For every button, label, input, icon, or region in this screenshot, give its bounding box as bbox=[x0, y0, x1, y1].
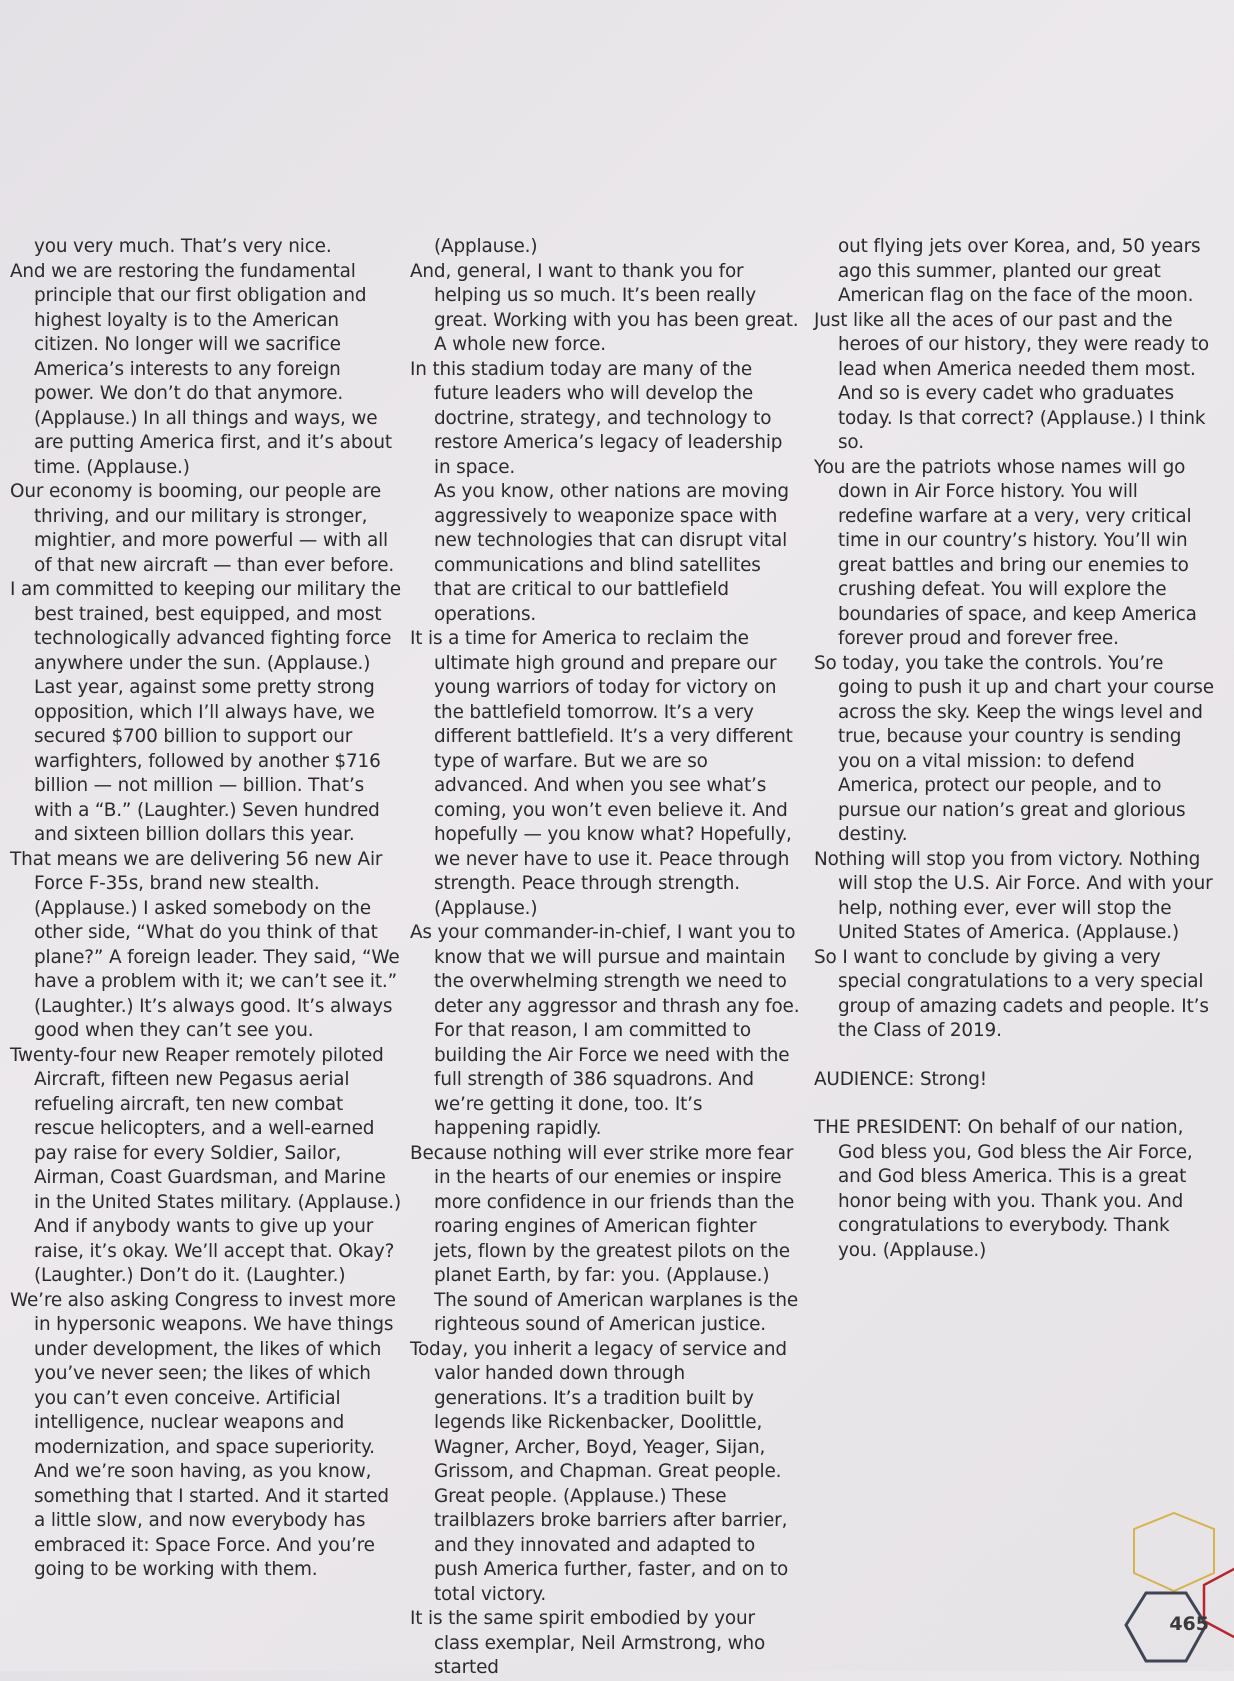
paragraph: That means we are delivering 56 new Air Force F-35s, brand new stealth. (Applause.) I asked somebody on the other side, “What do you think of that plane?” A foreign leader. They said, “We have a problem with it; we can’t see it.” (Laughter.) It’s always good. It’s always good when they can’t see you. bbox=[10, 848, 400, 1041]
paragraph: And we are restoring the fundamental principle that our first obligation and highest loyalty is to the American citizen. No longer will we sacrifice America’s interests to any foreign power. We don’t do that anymore. (Applause.) In all things and ways, we are putting America first, and it’s about time. (Applause.) bbox=[10, 260, 392, 478]
hexagon-decoration-icon bbox=[1114, 1511, 1234, 1671]
paragraph: You are the patriots whose names will go down in Air Force history. You will redefine warfare at a very, very critical time in our country’s history. You’ll win great battles and bring our enemies to crushing defeat. You will explore the boundaries of space, and keep America forever proud and forever free. bbox=[814, 456, 1197, 649]
paragraph: THE PRESIDENT: On behalf of our nation, God bless you, God bless the Air Force, and God bless America. This is a great honor being with you. Thank you. And congratulations to everybody. Thank you. (Applause.) bbox=[814, 1117, 1193, 1261]
paragraph: Just like all the aces of our past and the heroes of our history, they were ready to lead when America needed them most. And so is every cadet who graduates today. Is that correct? (Applause.) I think so. bbox=[814, 309, 1209, 453]
paragraph: Twenty-four new Reaper remotely piloted Aircraft, fifteen new Pegasus aerial refueling aircraft, ten new combat rescue helicopters, and a well-earned pay raise for every Soldier, Sailor, Airman, Coast Guardsman, and Marine in the United States military. (Applause.) bbox=[10, 1044, 402, 1213]
paragraph: So today, you take the controls. You’re going to push it up and chart your course across the sky. Keep the wings level and true, because your country is sending you on a vital mission: to defend America, protect our people, and to pursue our nation’s great and glorious destiny. bbox=[814, 652, 1214, 845]
paragraph: We’re also asking Congress to invest more in hypersonic weapons. We have things under development, the likes of which you’ve never seen; the likes of which you can’t even conceive. Artificial intelligence, nuclear weapons and modernization, and space superiority. And we’re soon having, as you know, something that I started. And it started a little slow, and now everybody has embraced it: Space Force. And you’re going to be working with them. bbox=[10, 1289, 396, 1580]
paragraph: It is a time for America to reclaim the ultimate high ground and prepare our young warriors of today for victory on the battlefield tomorrow. It’s a very different battlefield. It’s a very different type of warfare. But we are so advanced. And when you see what’s coming, you won’t even believe it. And hopefully — you know what? Hopefully, we never have to use it. Peace through strength. Peace through strength. (Applause.) bbox=[410, 628, 793, 919]
paragraph: As you know, other nations are moving aggressively to weaponize space with new technologies that can disrupt vital communications and blind satellites that are critical to our battlefield operations. bbox=[434, 481, 789, 625]
text-column-1 bbox=[10, 235, 402, 1583]
text-column-2 bbox=[410, 235, 800, 1681]
paragraph: AUDIENCE: Strong! bbox=[814, 1068, 987, 1090]
paragraph: It is the same spirit embodied by your class exemplar, Neil Armstrong, who started bbox=[410, 1608, 766, 1678]
paragraph: And if anybody wants to give up your raise, it’s okay. We’ll accept that. Okay? (Laughter.) Don’t do it. (Laughter.) bbox=[34, 1216, 395, 1286]
text-column-3 bbox=[814, 235, 1214, 1263]
paragraph: you very much. That’s very nice. bbox=[34, 236, 332, 257]
paragraph: Last year, against some pretty strong opposition, which I’ll always have, we secured $700 billion to support our warfighters, followed by another $716 billion — not million — billion. That’s with a “B.” (Laughter.) Seven hundred and sixteen billion dollars this year. bbox=[34, 677, 381, 845]
paragraph: And, general, I want to thank you for helping us so much. It’s been really great. Working with you has been great. A whole new force. bbox=[410, 260, 799, 355]
page-number: 465 bbox=[1169, 1613, 1209, 1635]
paragraph: Because nothing will ever strike more fear in the hearts of our enemies or inspire more confidence in our friends than the roaring engines of American fighter jets, flown by the greatest pilots on the planet Earth, by far: you. (Applause.) The sound of American warplanes is the righteous sound of American justice. bbox=[410, 1142, 798, 1335]
paragraph: As your commander-in-chief, I want you to know that we will pursue and maintain the overwhelming strength we need to deter any aggressor and thrash any foe. For that reason, I am committed to building the Air Force we need with the full strength of 386 squadrons. And we’re getting it done, too. It’s happening rapidly. bbox=[410, 922, 800, 1139]
paragraph-gap bbox=[814, 1092, 1214, 1116]
paragraph: I am committed to keeping our military the best trained, best equipped, and most technologically advanced fighting force anywhere under the sun. (Applause.) bbox=[10, 579, 401, 674]
paragraph-gap bbox=[814, 1044, 1214, 1068]
paragraph: (Applause.) bbox=[434, 236, 538, 257]
paragraph: Our economy is booming, our people are thriving, and our military is stronger, mightier, and more powerful — with all of that new aircraft — than ever before. bbox=[10, 481, 395, 576]
paragraph: So I want to conclude by giving a very special congratulations to a very special group of amazing cadets and people. It’s the Class of 2019. bbox=[814, 946, 1209, 1041]
paragraph: out flying jets over Korea, and, 50 years ago this summer, planted our great American flag on the face of the moon. bbox=[838, 236, 1201, 306]
paragraph: In this stadium today are many of the future leaders who will develop the doctrine, strategy, and technology to restore America’s legacy of leadership in space. bbox=[410, 358, 783, 478]
paragraph: Nothing will stop you from victory. Nothing will stop the U.S. Air Force. And with your help, nothing ever, ever will stop the United States of America. (Applause.) bbox=[814, 848, 1213, 943]
paragraph: Today, you inherit a legacy of service and valor handed down through generations. It’s a tradition built by legends like Rickenbacker, Doolittle, Wagner, Archer, Boyd, Yeager, Sijan, Grissom, and Chapman. Great people. Great people. (Applause.) These trailblazers broke barriers after barrier, and they innovated and adapted to push America further, faster, and on to total victory. bbox=[410, 1338, 789, 1605]
gold-hexagon-icon bbox=[1134, 1513, 1214, 1591]
